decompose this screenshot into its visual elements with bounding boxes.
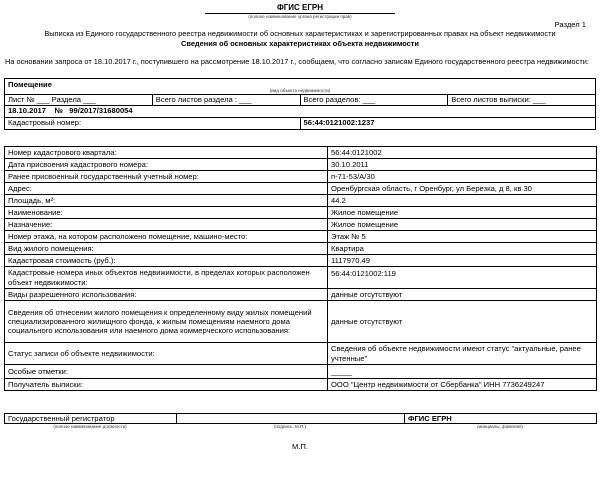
row-value: Оренбургская область, г Оренбург, ул Березка, д 8, кв 30: [328, 183, 597, 195]
row-label: Наименование:: [5, 207, 328, 219]
registrar-label: Государственный регистратор: [5, 414, 177, 424]
row-value: 56:44:0121002: [328, 147, 597, 159]
object-type-caption: (вид объекта недвижимости): [269, 88, 331, 94]
record-no-label: №: [54, 106, 63, 116]
cadastral-number-label: Кадастровый номер:: [5, 117, 301, 129]
row-label: Статус записи об объекте недвижимости:: [5, 343, 328, 365]
stamp-place: М.П.: [291, 442, 308, 451]
org-name: ФГИС ЕГРН: [276, 3, 324, 12]
registrar-org: ФГИС ЕГРН: [405, 414, 597, 424]
row-label: Номер кадастрового квартала:: [5, 147, 328, 159]
table-row: [5, 147, 597, 159]
table-row: [5, 171, 597, 183]
doc-subtitle: Сведения об основных характеристиках объекта недвижимости: [181, 39, 419, 48]
row-value: п-71-53/А/30: [328, 171, 597, 183]
record-number: 99/2017/31680054: [69, 106, 133, 116]
table-row: [5, 365, 597, 379]
row-value: ООО "Центр недвижимости от Сбербанка" ИНН 7736249247: [328, 379, 597, 391]
org-caption: (полное наименование органа регистрации прав): [248, 14, 352, 19]
table-row: [5, 343, 597, 365]
row-label: Особые отметки:: [5, 365, 328, 379]
row-value: 56:44:0121002:119: [328, 267, 597, 289]
row-label: Ранее присвоенный государственный учетный номер:: [5, 171, 328, 183]
sheet-number: Лист № ___ Раздела ___: [5, 94, 153, 105]
row-value: _____: [328, 365, 597, 379]
table-row: [5, 289, 597, 301]
characteristics-table: [4, 146, 597, 391]
table-row: [5, 231, 597, 243]
row-label: Вид жилого помещения:: [5, 243, 328, 255]
row-label: Получатель выписки:: [5, 379, 328, 391]
table-row: [5, 219, 597, 231]
row-value: Сведения об объекте недвижимости имеют статус "актуальные, ранее учтенные": [328, 343, 597, 365]
total-extract-sheets: Всего листов выписки: ___: [448, 94, 596, 105]
row-value: Этаж № 5: [328, 231, 597, 243]
object-type-cell: [5, 79, 596, 95]
object-type: Помещение: [8, 80, 52, 89]
table-row: [5, 267, 597, 289]
section-label: Раздел 1: [554, 20, 586, 29]
row-label: Адрес:: [5, 183, 328, 195]
object-info-table: [4, 78, 596, 130]
row-label: Номер этажа, на котором расположено помещение, машино-место:: [5, 231, 328, 243]
row-label: Кадастровые номера иных объектов недвижимости, в пределах которых расположен объект недвижимости:: [5, 267, 328, 289]
row-value: 44.2: [328, 195, 597, 207]
table-row: [5, 243, 597, 255]
signature-table: [4, 413, 597, 424]
caption-signature: (подпись, М.П.): [274, 424, 306, 429]
table-row: [5, 379, 597, 391]
caption-position: (полное наименование должности): [53, 424, 127, 429]
row-label: Виды разрешенного использования:: [5, 289, 328, 301]
signature-cell: [177, 414, 405, 424]
caption-initials: (инициалы, фамилия): [477, 424, 523, 429]
row-value: Жилое помещение: [328, 207, 597, 219]
doc-title: Выписка из Единого государственного реестра недвижимости об основных характеристиках и зарегистрированных правах на объект недвижимости: [44, 29, 556, 38]
table-row: [5, 183, 597, 195]
total-sections: Всего разделов: ___: [300, 94, 448, 105]
row-label: Назначение:: [5, 219, 328, 231]
row-label: Сведения об отнесении жилого помещения к определенному виду жилых помещений специализированного жилищного фонда, к жилым помещениям наемного дома социального использования или наемного дома коммерческого использования:: [5, 301, 328, 343]
row-label: Площадь, м²:: [5, 195, 328, 207]
row-value: Квартира: [328, 243, 597, 255]
table-row: [5, 255, 597, 267]
row-value: 1117970.49: [328, 255, 597, 267]
row-value: 30.10.2011: [328, 159, 597, 171]
table-row: [5, 159, 597, 171]
row-value: данные отсутствуют: [328, 301, 597, 343]
record-date: 18.10.2017: [8, 106, 47, 116]
table-row: [5, 301, 597, 343]
row-label: Дата присвоения кадастрового номера:: [5, 159, 328, 171]
table-row: [5, 195, 597, 207]
row-value: Жилое помещение: [328, 219, 597, 231]
row-label: Кадастровая стоимость (руб.):: [5, 255, 328, 267]
row-value: данные отсутствуют: [328, 289, 597, 301]
intro-text: На основании запроса от 18.10.2017 г., поступившего на рассмотрение 18.10.2017 г., сообщаем, что согласно записям Единого государственного реестра недвижимости:: [5, 57, 589, 66]
record-date-number: [5, 105, 596, 117]
cadastral-number-value: 56:44:0121002:1237: [300, 117, 596, 129]
table-row: [5, 207, 597, 219]
total-section-sheets: Всего листов раздела : ___: [152, 94, 300, 105]
